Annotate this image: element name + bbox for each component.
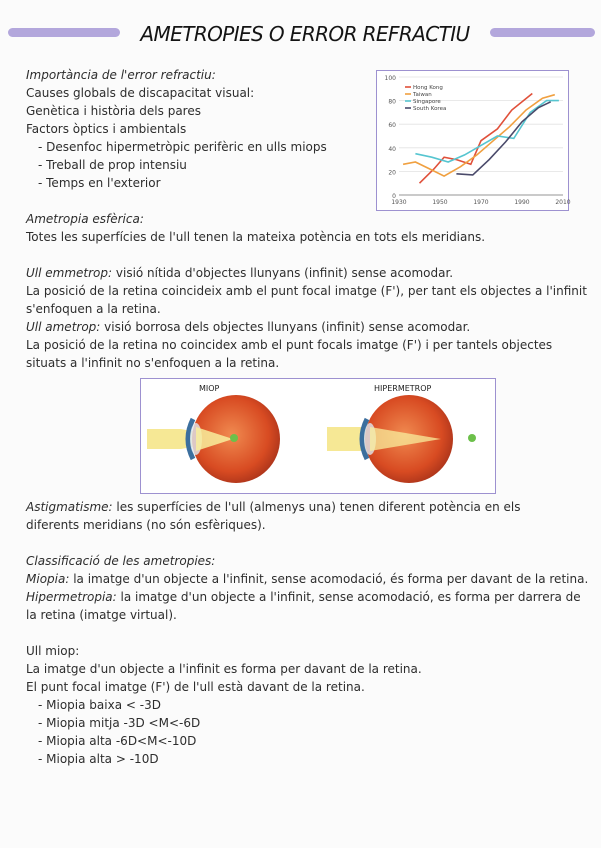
importancia-heading: Importància de l'error refractiu: xyxy=(26,68,216,82)
y-tick-label: 100 xyxy=(384,75,396,82)
ull-miop-line1: La imatge d'un objecte a l'infinit es forma per davant de la retina. xyxy=(26,662,422,676)
ull-miop-line2: El punt focal imatge (F') de l'ull està davant de la retina. xyxy=(26,680,365,694)
x-tick-label: 1930 xyxy=(391,199,407,206)
emmetrop-text: visió nítida d'objectes llunyans (infinit) sense acomodar. xyxy=(112,266,454,280)
y-tick-label: 0 xyxy=(392,193,396,200)
miop-label: MIOP xyxy=(199,384,220,393)
esferica-text: Totes les superfícies de l'ull tenen la mateixa potència en tots els meridians. xyxy=(26,230,486,244)
chart-svg xyxy=(377,71,571,210)
astigmatisme-text: les superfícies de l'ull (almenys una) tenen diferent potència en els xyxy=(112,500,521,514)
hiper-text: la imatge d'un objecte a l'infinit, sense acomodació, es forma per darrera de xyxy=(116,590,581,604)
emmetrop-line xyxy=(26,264,453,282)
list-item: - Miopia baixa < -3D xyxy=(38,698,161,712)
y-tick-label: 80 xyxy=(388,98,396,106)
ametrop-line xyxy=(26,318,470,336)
legend-label: Hong Kong xyxy=(413,85,443,91)
ametrop-text: visió borrosa dels objectes llunyans (infinit) sense acomodar. xyxy=(100,320,471,334)
legend-label: South Korea xyxy=(413,106,447,112)
myopia-prevalence-chart xyxy=(376,70,569,211)
astigmatisme-line2: diferents meridians (no són esfèriques). xyxy=(26,518,266,532)
esferica-heading: Ametropia esfèrica: xyxy=(26,212,144,226)
ull-miop-heading: Ull miop: xyxy=(26,644,80,658)
eye-diagram-svg xyxy=(141,379,495,493)
legend-label: Singapore xyxy=(413,99,441,105)
x-tick-label: 1950 xyxy=(432,199,448,206)
x-tick-label: 2010 xyxy=(555,199,571,206)
astigmatisme-label: Astigmatisme: xyxy=(26,500,113,514)
genetica-line: Genètica i història dels pares xyxy=(26,104,201,118)
y-tick-label: 40 xyxy=(388,145,396,153)
x-tick-label: 1990 xyxy=(514,199,530,206)
ametrop-label: Ull ametrop: xyxy=(26,320,101,334)
miopia-line xyxy=(26,570,588,588)
emmetrop-label: Ull emmetrop: xyxy=(26,266,113,280)
focus-point-left xyxy=(230,434,238,442)
title-bar xyxy=(0,22,601,44)
ametrop-line2: La posició de la retina no coincidex amb el punt focals imatge (F') i per tantels objectes xyxy=(26,338,553,352)
y-tick-label: 20 xyxy=(388,169,396,177)
emmetrop-line3: s'enfoquen a la retina. xyxy=(26,302,161,316)
astigmatisme-line xyxy=(26,498,520,516)
title-decoration-right xyxy=(490,28,595,37)
page-title: AMETROPIES O ERROR REFRACTIU xyxy=(140,22,470,46)
focus-point-right xyxy=(468,434,476,442)
x-tick-label: 1970 xyxy=(473,199,489,206)
legend-label: Taiwan xyxy=(413,92,432,98)
factors-line: Factors òptics i ambientals xyxy=(26,122,187,136)
list-item: - Temps en l'exterior xyxy=(38,176,161,190)
list-item: - Desenfoc hipermetròpic perifèric en ulls miops xyxy=(38,140,327,154)
hiper-label: Hipermetropia: xyxy=(26,590,117,604)
classificacio-heading: Classificació de les ametropies: xyxy=(26,554,216,568)
causes-line: Causes globals de discapacitat visual: xyxy=(26,86,255,100)
ametrop-line3: situats a l'infinit no s'enfoquen a la retina. xyxy=(26,356,280,370)
hiper-line2: la retina (imatge virtual). xyxy=(26,608,177,622)
hiper-line xyxy=(26,588,581,606)
miopia-text: la imatge d'un objecte a l'infinit, sense acomodació, és forma per davant de la retina. xyxy=(69,572,589,586)
eye-diagram-figure xyxy=(140,378,496,494)
y-tick-label: 60 xyxy=(388,122,396,130)
hipermetrop-label: HIPERMETROP xyxy=(374,384,432,393)
title-decoration-left xyxy=(8,28,120,37)
emmetrop-line2: La posició de la retina coincideix amb el punt focal imatge (F'), per tant els objectes a l'infinit xyxy=(26,284,587,298)
list-item: - Miopia mitja -3D <M<-6D xyxy=(38,716,201,730)
list-item: - Miopia alta > -10D xyxy=(38,752,159,766)
list-item: - Treball de prop intensiu xyxy=(38,158,187,172)
list-item: - Miopia alta -6D<M<-10D xyxy=(38,734,197,748)
miopia-label: Miopia: xyxy=(26,572,70,586)
